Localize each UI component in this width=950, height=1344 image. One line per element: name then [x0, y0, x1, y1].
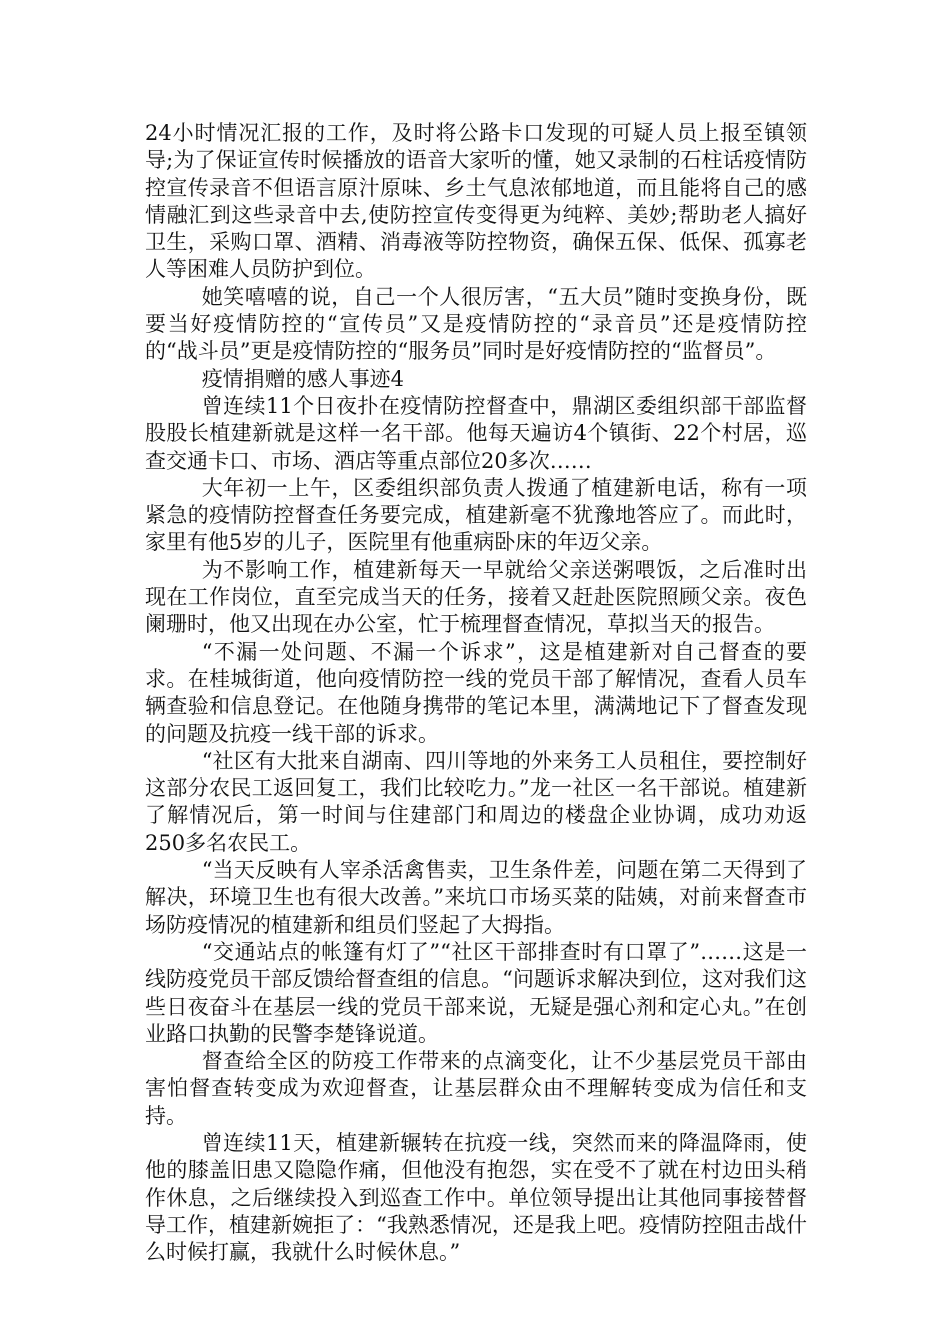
paragraph-6: “不漏一处问题、不漏一个诉求”，这是植建新对自己督查的要求。在桂城街道，他向疫情防控一线的党员干部了解情况，查看人员车辆查验和信息登记。在他随身携带的笔记本里，满满地记下了督查发现的问题及抗疫一线干部的诉求。: [145, 639, 807, 746]
paragraph-7: “社区有大批来自湖南、四川等地的外来务工人员租住，要控制好这部分农民工返回复工，我们比较吃力。”龙一社区一名干部说。植建新了解情况后，第一时间与住建部门和周边的楼盘企业协调，成功劝返250多名农民工。: [145, 748, 807, 855]
paragraph-2: 她笑嘻嘻的说，自己一个人很厉害，“五大员”随时变换身份，既要当好疫情防控的“宣传员”又是疫情防控的“录音员”还是疫情防控的“战斗员”更是疫情防控的“服务员”同时是好疫情防控的“监督员”。: [145, 284, 807, 364]
document-body: [145, 120, 807, 1266]
paragraph-3: 曾连续11个日夜扑在疫情防控督查中，鼎湖区委组织部干部监督股股长植建新就是这样一名干部。他每天遍访4个镇街、22个村居，巡查交通卡口、市场、酒店等重点部位20多次……: [145, 393, 807, 473]
paragraph-8: “当天反映有人宰杀活禽售卖，卫生条件差，问题在第二天得到了解决，环境卫生也有很大改善。”来坑口市场买菜的陆姨，对前来督查市场防疫情况的植建新和组员们竖起了大拇指。: [145, 858, 807, 937]
paragraph-9: “交通站点的帐篷有灯了”“社区干部排查时有口罩了”……这是一线防疫党员干部反馈给督查组的信息。“问题诉求解决到位，这对我们这些日夜奋斗在基层一线的党员干部来说，无疑是强心剂和定心丸。”在创业路口执勤的民警李楚锋说道。: [145, 939, 807, 1046]
paragraph-11: 曾连续11天，植建新辗转在抗疫一线，突然而来的降温降雨，使他的膝盖旧患又隐隐作痛，但他没有抱怨，实在受不了就在村边田头稍作休息，之后继续投入到巡查工作中。单位领导提出让其他同事接替督导工作，植建新婉拒了：“我熟悉情况，还是我上吧。疫情防控阻击战什么时候打赢，我就什么时候休息。”: [145, 1130, 807, 1265]
paragraph-10: 督查给全区的防疫工作带来的点滴变化，让不少基层党员干部由害怕督查转变成为欢迎督查，让基层群众由不理解转变成为信任和支持。: [145, 1049, 807, 1128]
paragraph-1: 24小时情况汇报的工作，及时将公路卡口发现的可疑人员上报至镇领导;为了保证宣传时候播放的语音大家听的懂，她又录制的石柱话疫情防控宣传录音不但语言原汁原味、乡土气息浓郁地道，而且能将自己的感情融汇到这些录音中去,使防控宣传变得更为纯粹、美妙;帮助老人搞好卫生，采购口罩、酒精、消毒液等防控物资，确保五保、低保、孤寡老人等困难人员防护到位。: [145, 121, 807, 282]
section-heading: 疫情捐赠的感人事迹4: [201, 366, 405, 391]
paragraph-5: 为不影响工作，植建新每天一早就给父亲送粥喂饭，之后准时出现在工作岗位，直至完成当天的任务，接着又赶赴医院照顾父亲。夜色阑珊时，他又出现在办公室，忙于梳理督查情况，草拟当天的报告。: [145, 557, 807, 637]
paragraph-4: 大年初一上午，区委组织部负责人拨通了植建新电话，称有一项紧急的疫情防控督查任务要完成，植建新毫不犹豫地答应了。而此时，家里有他5岁的儿子，医院里有他重病卧床的年迈父亲。: [145, 475, 807, 555]
